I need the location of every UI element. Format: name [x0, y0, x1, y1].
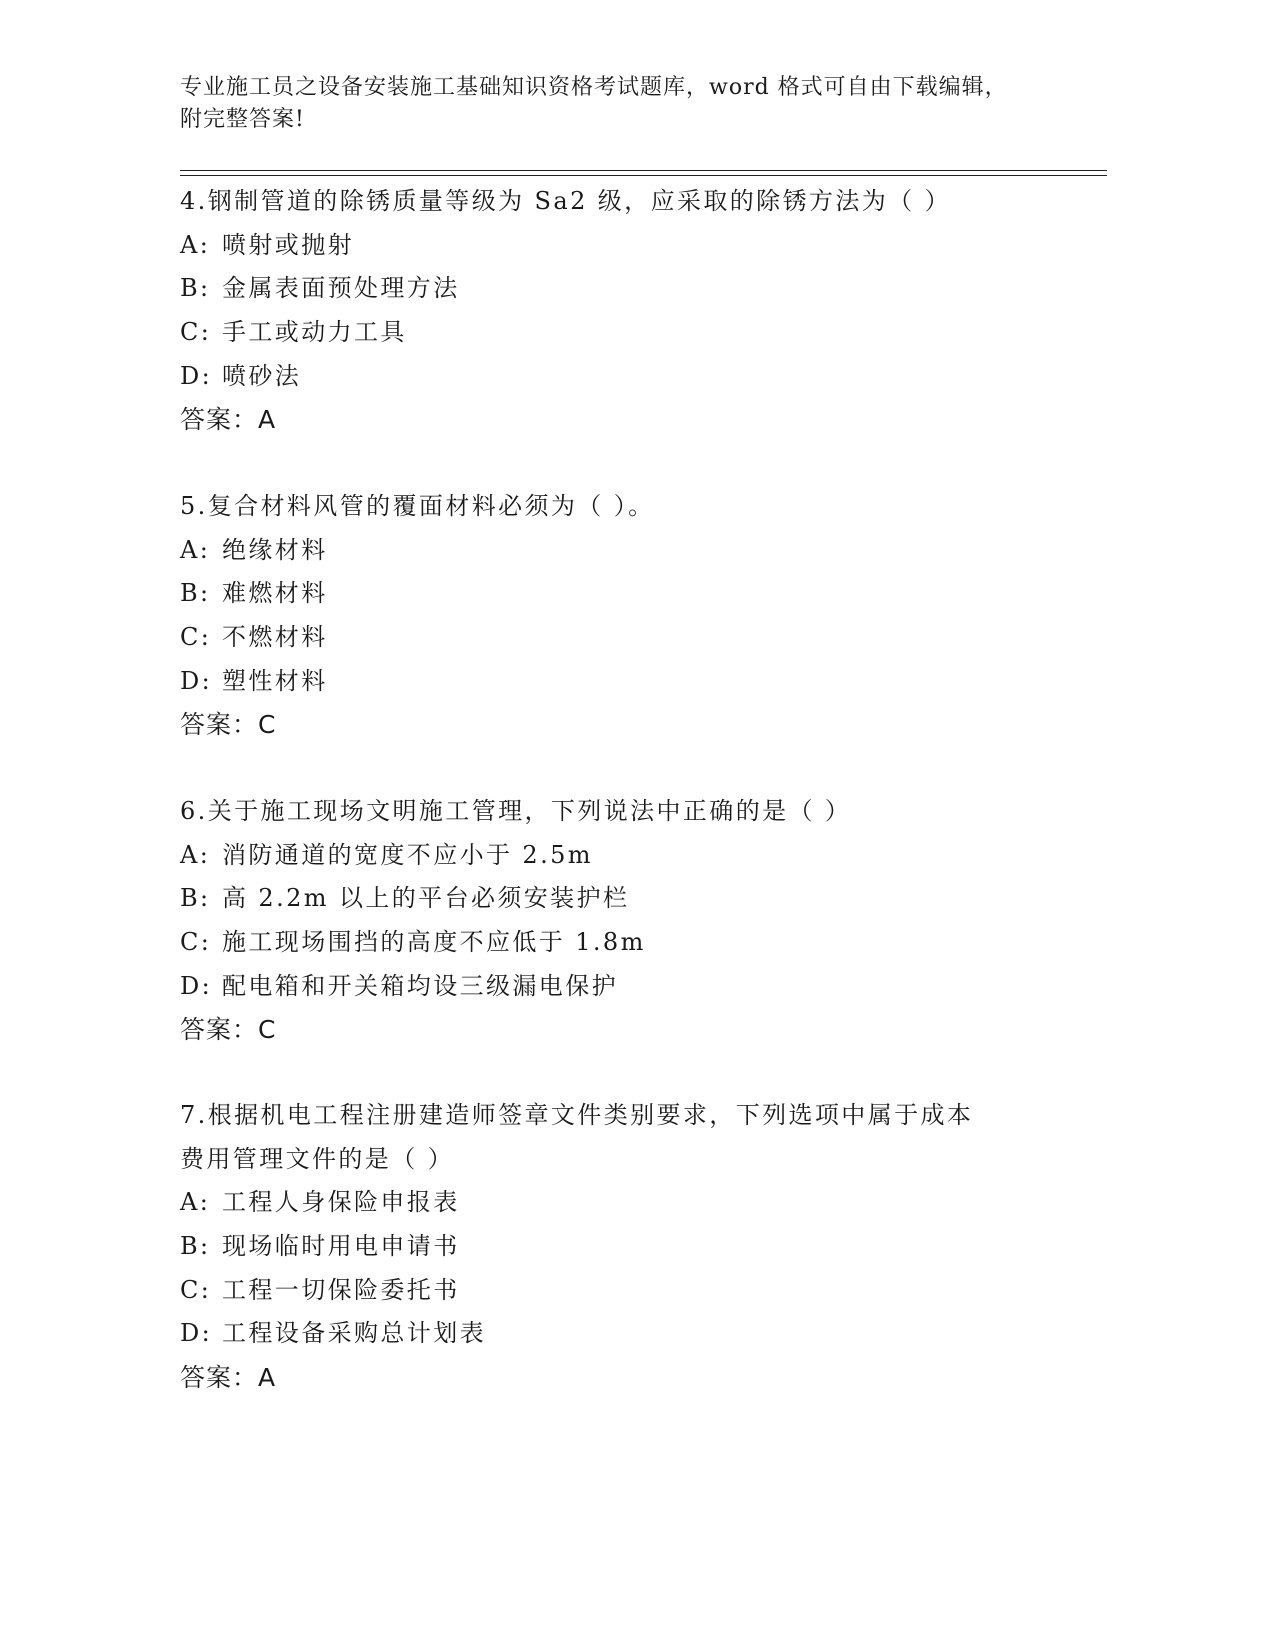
option-letter: C:	[180, 928, 212, 957]
question-4	[180, 180, 1060, 442]
option-letter: A:	[180, 230, 211, 259]
option-text: 喷砂法	[222, 361, 302, 390]
option-a	[180, 834, 1060, 878]
option-text: 手工或动力工具	[222, 318, 407, 347]
header-divider-bottom	[180, 175, 1107, 176]
option-letter: A:	[180, 1188, 211, 1217]
answer-line: 答案：C	[180, 710, 277, 740]
question-6	[180, 790, 1060, 1052]
option-b	[180, 1225, 1060, 1269]
question-stem: 4.钢制管道的除锈质量等级为 Sa2 级，应采取的除锈方法为（ ）	[180, 187, 952, 215]
option-text: 高 2.2m 以上的平台必须安装护栏	[222, 884, 630, 913]
question-stem-line-2: 费用管理文件的是（ ）	[180, 1144, 455, 1173]
option-text: 喷射或抛射	[222, 230, 354, 259]
option-c	[180, 921, 1060, 965]
option-text: 塑性材料	[222, 666, 328, 695]
option-letter: B:	[180, 884, 211, 913]
option-text: 工程一切保险委托书	[222, 1275, 460, 1304]
answer-line: 答案：A	[180, 1363, 277, 1393]
option-c	[180, 1269, 1060, 1313]
question-7	[180, 1094, 1060, 1400]
option-c	[180, 616, 1060, 660]
answer-line: 答案：A	[180, 405, 277, 435]
answer-line: 答案：C	[180, 1015, 277, 1045]
option-letter: C:	[180, 623, 212, 652]
option-text: 配电箱和开关箱均设三级漏电保护	[222, 971, 618, 1000]
option-d	[180, 660, 1060, 704]
option-d	[180, 965, 1060, 1009]
option-letter: B:	[180, 1232, 211, 1261]
option-text: 工程人身保险申报表	[222, 1188, 460, 1217]
option-letter: C:	[180, 318, 212, 347]
option-a	[180, 1181, 1060, 1225]
option-letter: D:	[180, 666, 213, 695]
option-letter: B:	[180, 579, 211, 608]
option-letter: B:	[180, 274, 211, 303]
option-text: 不燃材料	[222, 623, 328, 652]
document-header	[180, 72, 1060, 136]
question-stem: 6.关于施工现场文明施工管理，下列说法中正确的是（ ）	[180, 797, 852, 825]
header-line-1: 专业施工员之设备安装施工基础知识资格考试题库，word 格式可自由下载编辑，	[180, 75, 1008, 100]
option-text: 难燃材料	[222, 579, 328, 608]
option-a	[180, 224, 1060, 268]
header-line-2: 附完整答案!	[180, 107, 305, 132]
option-letter: D:	[180, 971, 213, 1000]
option-text: 施工现场围挡的高度不应低于 1.8m	[222, 928, 646, 957]
option-text: 现场临时用电申请书	[222, 1232, 460, 1261]
option-c	[180, 311, 1060, 355]
option-b	[180, 877, 1060, 921]
option-d	[180, 1312, 1060, 1356]
option-b	[180, 572, 1060, 616]
option-letter: A:	[180, 535, 211, 564]
option-text: 绝缘材料	[222, 535, 328, 564]
question-stem: 5.复合材料风管的覆面材料必须为（ ）。	[180, 492, 655, 520]
option-letter: D:	[180, 361, 213, 390]
option-text: 消防通道的宽度不应小于 2.5m	[222, 840, 593, 869]
question-stem-line-1: 7.根据机电工程注册建造师签章文件类别要求，下列选项中属于成本	[180, 1101, 974, 1129]
option-letter: C:	[180, 1275, 212, 1304]
option-b	[180, 267, 1060, 311]
option-letter: A:	[180, 840, 211, 869]
option-text: 工程设备采购总计划表	[222, 1319, 486, 1348]
option-d	[180, 355, 1060, 399]
header-divider-top	[180, 170, 1107, 171]
option-text: 金属表面预处理方法	[222, 274, 460, 303]
option-a	[180, 529, 1060, 573]
option-letter: D:	[180, 1319, 213, 1348]
question-5	[180, 485, 1060, 747]
